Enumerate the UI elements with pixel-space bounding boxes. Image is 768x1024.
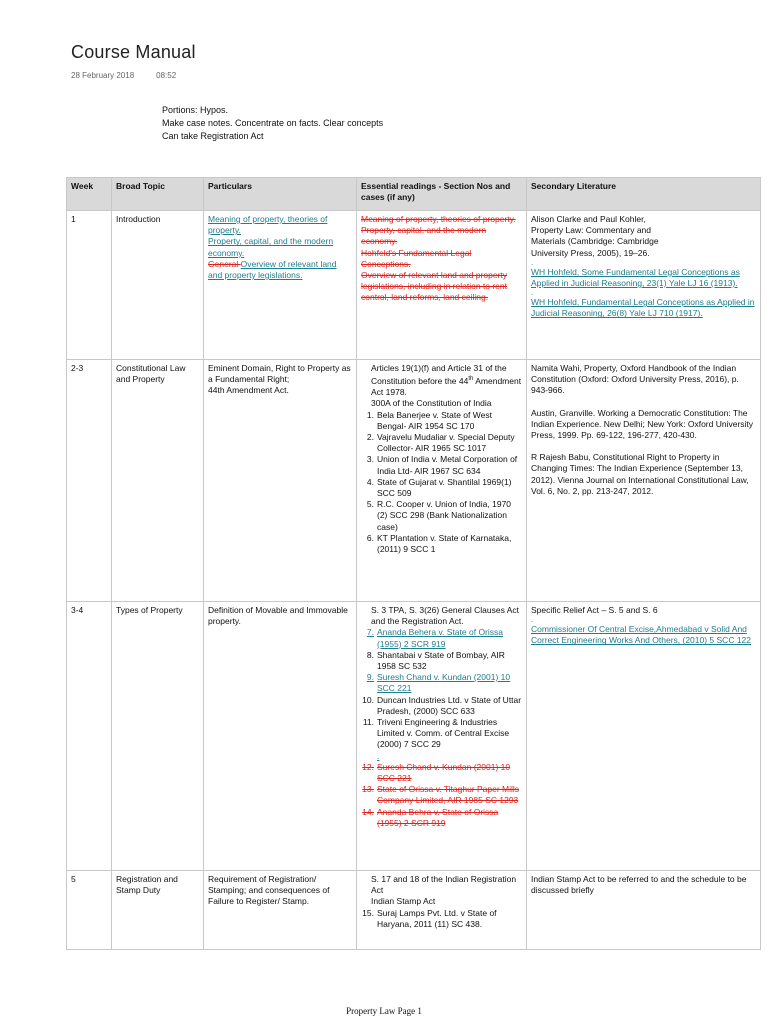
case-number [361, 751, 377, 762]
case-text: Vajravelu Mudaliar v. Special Deputy Collector- AIR 1965 SC 1017 [377, 432, 515, 454]
course-table [66, 177, 761, 950]
essential-intro: Articles 19(1)(f) and Article 31 of the Constitution before the 44th Amendment Act 1978. [371, 363, 522, 398]
page-meta [71, 71, 176, 80]
cell-particulars [204, 360, 357, 602]
case-list [361, 410, 522, 556]
table-row [67, 871, 761, 950]
particulars-link[interactable]: Property, capital, and the modern economy. [208, 236, 334, 258]
case-text: Triveni Engineering & Industries Limited v. Comm. of Central Excise (2000) 7 SCC 29 [377, 717, 510, 750]
case-number: 9. [366, 672, 374, 683]
particulars-text: Definition of Movable and Immovable property. [208, 605, 348, 627]
header-broad-topic: Broad Topic [112, 178, 204, 211]
case-text: Bela Banerjee v. State of West Bengal- AIR 1954 SC 170 [377, 409, 492, 431]
case-text: Union of India v. Metal Corporation of India Ltd- AIR 1967 SC 634 [377, 454, 518, 476]
page-time: 08:52 [156, 71, 177, 80]
case-number: 2. [366, 432, 374, 443]
page-date: 28 February 2018 [71, 71, 135, 80]
secondary-link[interactable]: WH Hohfeld, Some Fundamental Legal Conceptions as Applied in Judicial Reasoning, 23(1) Yale LJ 16 (1913). [531, 266, 740, 289]
case-item [361, 908, 522, 930]
cell-secondary-literature [527, 360, 761, 602]
cell-week: 1 [67, 211, 112, 360]
secondary-text: University Press, 2005), 19–26. [531, 247, 650, 258]
secondary-link[interactable]: Commissioner Of Central Excise,Ahmedabad v Solid And Correct Engineering Works And Others, (2010) 5 SCC 122 [531, 624, 752, 646]
cell-particulars [204, 871, 357, 950]
case-number: 12. [362, 761, 374, 772]
case-number: 14. [362, 806, 374, 817]
cell-essential-readings [357, 360, 527, 602]
case-text: Duncan Industries Ltd. v State of Uttar Pradesh, (2000) SCC 633 [377, 694, 522, 716]
case-item [361, 499, 522, 533]
case-text: Ananda Behra v. State of Orissa (1955) 2 SCR 919 [377, 806, 499, 828]
note-line: Can take Registration Act [162, 131, 264, 141]
case-item [361, 533, 522, 555]
case-number: 13. [362, 784, 374, 795]
case-link[interactable]: . [377, 750, 380, 761]
header-week: Week [67, 178, 112, 211]
cell-broad-topic: Registration and Stamp Duty [112, 871, 204, 950]
particulars-text: Requirement of Registration/ Stamping; and consequences of Failure to Register/ Stamp. [208, 874, 330, 907]
case-number: 1. [366, 409, 374, 420]
cell-essential-readings [357, 602, 527, 871]
essential-intro: S. 3 TPA, S. 3(26) General Clauses Act and the Registration Act. [371, 605, 520, 627]
table-row [67, 602, 761, 871]
table-row [67, 211, 761, 360]
case-number: 7. [366, 627, 374, 638]
case-item [361, 650, 522, 672]
cell-particulars [204, 211, 357, 360]
particulars-link[interactable]: Overview of relevant land and property legislations. [208, 258, 337, 281]
secondary-text: R Rajesh Babu, Constitutional Right to Property in Changing Times: The Indian Experience (September 13, 2012). Vienna Journal on International Constitutional Law, Vol. 6, No. 2, pp. 213-247, 2012. [531, 452, 749, 496]
page-footer: Property Law Page 1 [346, 1006, 422, 1016]
case-item [361, 454, 522, 476]
secondary-link[interactable]: WH Hohfeld, Fundamental Legal Conceptions as Applied in Judicial Reasoning, 26(8) Yale LJ 710 (1917). [531, 297, 755, 319]
cell-particulars [204, 602, 357, 871]
secondary-text: . [531, 257, 534, 267]
essential-intro: Indian Stamp Act [371, 896, 436, 907]
case-text: Suraj Lamps Pvt. Ltd. v State of Haryana, 2011 (11) SC 438. [377, 907, 497, 929]
cell-secondary-literature [527, 211, 761, 360]
essential-item: Meaning of property, theories of property. [361, 214, 516, 224]
case-number: 8. [366, 649, 374, 660]
case-item [361, 432, 522, 454]
case-link[interactable]: Ananda Behera v. State of Orissa (1955) 2 SCR 919 [377, 627, 503, 649]
particulars-text: General [208, 258, 241, 269]
header-secondary-literature: Secondary Literature [527, 178, 761, 211]
case-link[interactable]: Suresh Chand v. Kundan (2001) 10 SCC 221 [377, 672, 511, 694]
case-number: 6. [366, 532, 374, 543]
cell-week: 2-3 [67, 360, 112, 602]
table-row [67, 360, 761, 602]
secondary-text [531, 397, 756, 408]
secondary-text: Property Law: Commentary and [531, 225, 651, 236]
cell-essential-readings [357, 211, 527, 360]
secondary-text: Austin, Granville. Working a Democratic Constitution: The Indian Experience. New Delhi; New York: Oxford University Press, 1999. Pp. 69-122, 196-277, 420-430. [531, 407, 754, 441]
secondary-text: . [531, 615, 534, 625]
table-header-row [67, 178, 761, 211]
case-number: 11. [362, 717, 374, 728]
case-list [361, 627, 522, 829]
case-item [361, 762, 522, 784]
case-text: KT Plantation v. State of Karnataka, (2011) 9 SCC 1 [377, 532, 512, 555]
case-text: Shantabai v State of Bombay, AIR 1958 SC 532 [377, 649, 505, 672]
cell-broad-topic: Types of Property [112, 602, 204, 871]
essential-intro: S. 17 and 18 of the Indian Registration Act [371, 874, 517, 896]
cell-week: 5 [67, 871, 112, 950]
cell-broad-topic: Constitutional Law and Property [112, 360, 204, 602]
notes-block [162, 104, 383, 143]
case-item [361, 672, 522, 694]
essential-intro: 300A of the Constitution of India [371, 398, 492, 409]
case-text: R.C. Cooper v. Union of India, 1970 (2) SCC 298 (Bank Nationalization case) [377, 499, 512, 532]
cell-broad-topic: Introduction [112, 211, 204, 360]
secondary-text: Indian Stamp Act to be referred to and the schedule to be discussed briefly [531, 874, 747, 896]
header-particulars: Particulars [204, 178, 357, 211]
case-item [361, 695, 522, 717]
secondary-text: Materials (Cambridge: Cambridge [531, 236, 659, 247]
case-item [361, 410, 522, 432]
essential-item: Hohfeld's Fundamental Legal Conceptions. [361, 247, 472, 269]
case-item [361, 477, 522, 499]
case-number: 4. [366, 476, 374, 487]
case-list [361, 908, 522, 930]
particulars-text: 44th Amendment Act. [208, 385, 289, 396]
note-line: Portions: Hypos. [162, 105, 229, 115]
case-item [361, 751, 522, 762]
case-text: State of Orissa v. Titaghur Paper Mills Company Limited, AIR 1985 SC 1293 [377, 784, 520, 806]
essential-item: Overview of relevant land and property legislations, including in relation to rent control, land reforms, land ceiling. [361, 270, 508, 303]
secondary-text: Namita Wahi, Property, Oxford Handbook of the Indian Constitution (Oxford: Oxford University Press, 2016), p. 943-966. [531, 363, 739, 396]
secondary-text: . [531, 288, 534, 298]
case-number: 3. [366, 454, 374, 465]
particulars-text: Eminent Domain, Right to Property as a Fundamental Right; [208, 363, 351, 385]
case-item [361, 717, 522, 751]
ordinal-suffix: th [468, 376, 474, 383]
cell-secondary-literature [527, 871, 761, 950]
case-number: 10. [362, 694, 374, 705]
secondary-text: Alison Clarke and Paul Kohler, [531, 214, 646, 224]
case-text: Suresh Chand v. Kundan (2001) 10 SCC 221 [377, 761, 511, 784]
cell-essential-readings [357, 871, 527, 950]
case-item [361, 784, 522, 806]
secondary-text: Specific Relief Act – S. 5 and S. 6 [531, 605, 658, 615]
secondary-text [531, 441, 756, 452]
page-title: Course Manual [71, 42, 196, 62]
note-line: Make case notes. Concentrate on facts. Clear concepts [162, 118, 384, 128]
particulars-link[interactable]: Meaning of property, theories of property. [208, 214, 328, 236]
case-item [361, 627, 522, 649]
cell-secondary-literature [527, 602, 761, 871]
case-text: State of Gujarat v. Shantilal 1969(1) SCC 509 [377, 476, 512, 499]
case-number: 5. [366, 499, 374, 510]
case-item [361, 807, 522, 829]
header-essential-readings: Essential readings - Section Nos and cases (if any) [357, 178, 527, 211]
essential-item: Property, capital, and the modern economy. [361, 225, 487, 247]
case-number: 15. [362, 907, 374, 918]
cell-week: 3-4 [67, 602, 112, 871]
